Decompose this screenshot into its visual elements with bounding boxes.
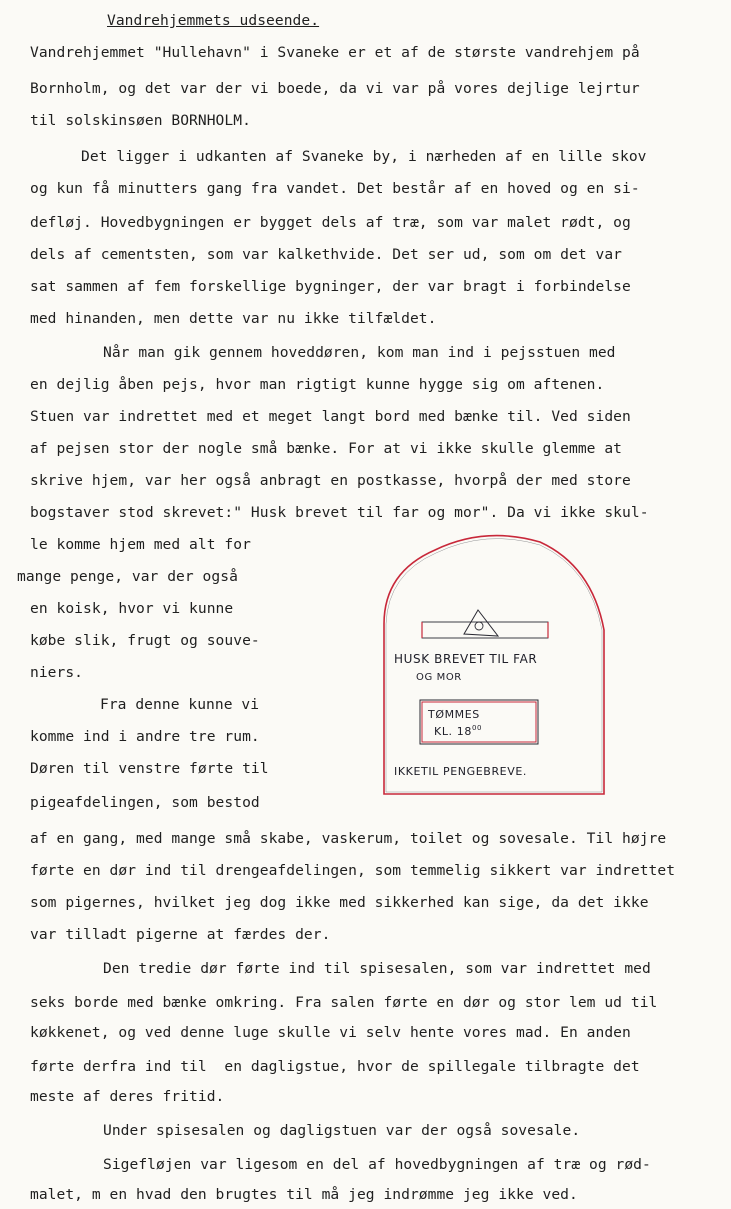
- postbox-drawing: [380, 532, 605, 797]
- text-line: køkkenet, og ved denne luge skulle vi selv hente vores mad. En anden: [30, 1024, 631, 1041]
- text-line: af en gang, med mange små skabe, vaskerum, toilet og sovesale. Til højre: [30, 830, 667, 847]
- slot-caption-line2: OG MOR: [416, 672, 462, 683]
- text-line: skrive hjem, var her også anbragt en postkasse, hvorpå der med store: [30, 472, 631, 489]
- text-line: mange penge, var der også: [17, 568, 238, 585]
- text-line: Fra denne kunne vi: [100, 696, 260, 713]
- slot-caption-line1: HUSK BREVET TIL FAR: [394, 652, 538, 666]
- text-line: meste af deres fritid.: [30, 1088, 225, 1105]
- text-line: le komme hjem med alt for: [30, 536, 251, 553]
- text-line: af pejsen stor der nogle små bænke. For at vi ikke skulle glemme at: [30, 440, 623, 457]
- text-line: dels af cementsten, som var kalkethvide. Det ser ud, som om det var: [30, 246, 623, 263]
- text-line: Vandrehjemmet "Hullehavn" i Svaneke er et af de største vandrehjem på: [30, 44, 640, 61]
- text-line: og kun få minutters gang fra vandet. Det består af en hoved og en si-: [30, 180, 640, 197]
- text-line: til solskinsøen BORNHOLM.: [30, 112, 251, 129]
- text-line: Når man gik gennem hoveddøren, kom man ind i pejsstuen med: [103, 344, 616, 361]
- text-line: sat sammen af fem forskellige bygninger, der var bragt i forbindelse: [30, 278, 631, 295]
- text-line: Døren til venstre førte til: [30, 760, 269, 777]
- no-money-letters-notice: IKKETIL PENGEBREVE.: [394, 765, 528, 778]
- text-line: seks borde med bænke omkring. Fra salen førte en dør og stor lem ud til: [30, 994, 658, 1011]
- text-line: Under spisesalen og dagligstuen var der også sovesale.: [103, 1122, 581, 1139]
- text-line: som pigernes, hvilket jeg dog ikke med sikkerhed kan sige, da det ikke: [30, 894, 649, 911]
- text-line: købe slik, frugt og souve-: [30, 632, 260, 649]
- text-line: førte en dør ind til drengeafdelingen, som temmelig sikkert var indrettet: [30, 862, 676, 879]
- text-line: førte derfra ind til en dagligstue, hvor de spillegale tilbragte det: [30, 1058, 640, 1075]
- text-line: en dejlig åben pejs, hvor man rigtigt kunne hygge sig om aftenen.: [30, 376, 605, 393]
- emptying-time: KL. $18^{00}$: [434, 724, 483, 738]
- text-line: Sigefløjen var ligesom en del af hovedbygningen af træ og rød-: [103, 1156, 651, 1173]
- text-line: niers.: [30, 664, 84, 681]
- text-line: defløj. Hovedbygningen er bygget dels af træ, som var malet rødt, og: [30, 214, 631, 231]
- text-line: Den tredie dør førte ind til spisesalen, som var indrettet med: [103, 960, 651, 977]
- text-line: bogstaver stod skrevet:" Husk brevet til far og mor". Da vi ikke skul-: [30, 504, 649, 521]
- text-line: Stuen var indrettet med et meget langt bord med bænke til. Ved siden: [30, 408, 631, 425]
- text-line: komme ind i andre tre rum.: [30, 728, 260, 745]
- text-line: Det ligger i udkanten af Svaneke by, i nærheden af en lille skov: [81, 148, 647, 165]
- text-line: en koisk, hvor vi kunne: [30, 600, 234, 617]
- text-line: Bornholm, og det var der vi boede, da vi var på vores dejlige lejrtur: [30, 80, 640, 97]
- text-line: med hinanden, men dette var nu ikke tilfældet.: [30, 310, 437, 327]
- text-line: pigeafdelingen, som bestod: [30, 794, 260, 811]
- text-line: malet, m en hvad den brugtes til må jeg indrømme jeg ikke ved.: [30, 1186, 578, 1203]
- text-line: var tilladt pigerne at færdes der.: [30, 926, 331, 943]
- section-title: Vandrehjemmets udseende.: [107, 12, 320, 29]
- emptying-label: TØMMES: [428, 708, 480, 721]
